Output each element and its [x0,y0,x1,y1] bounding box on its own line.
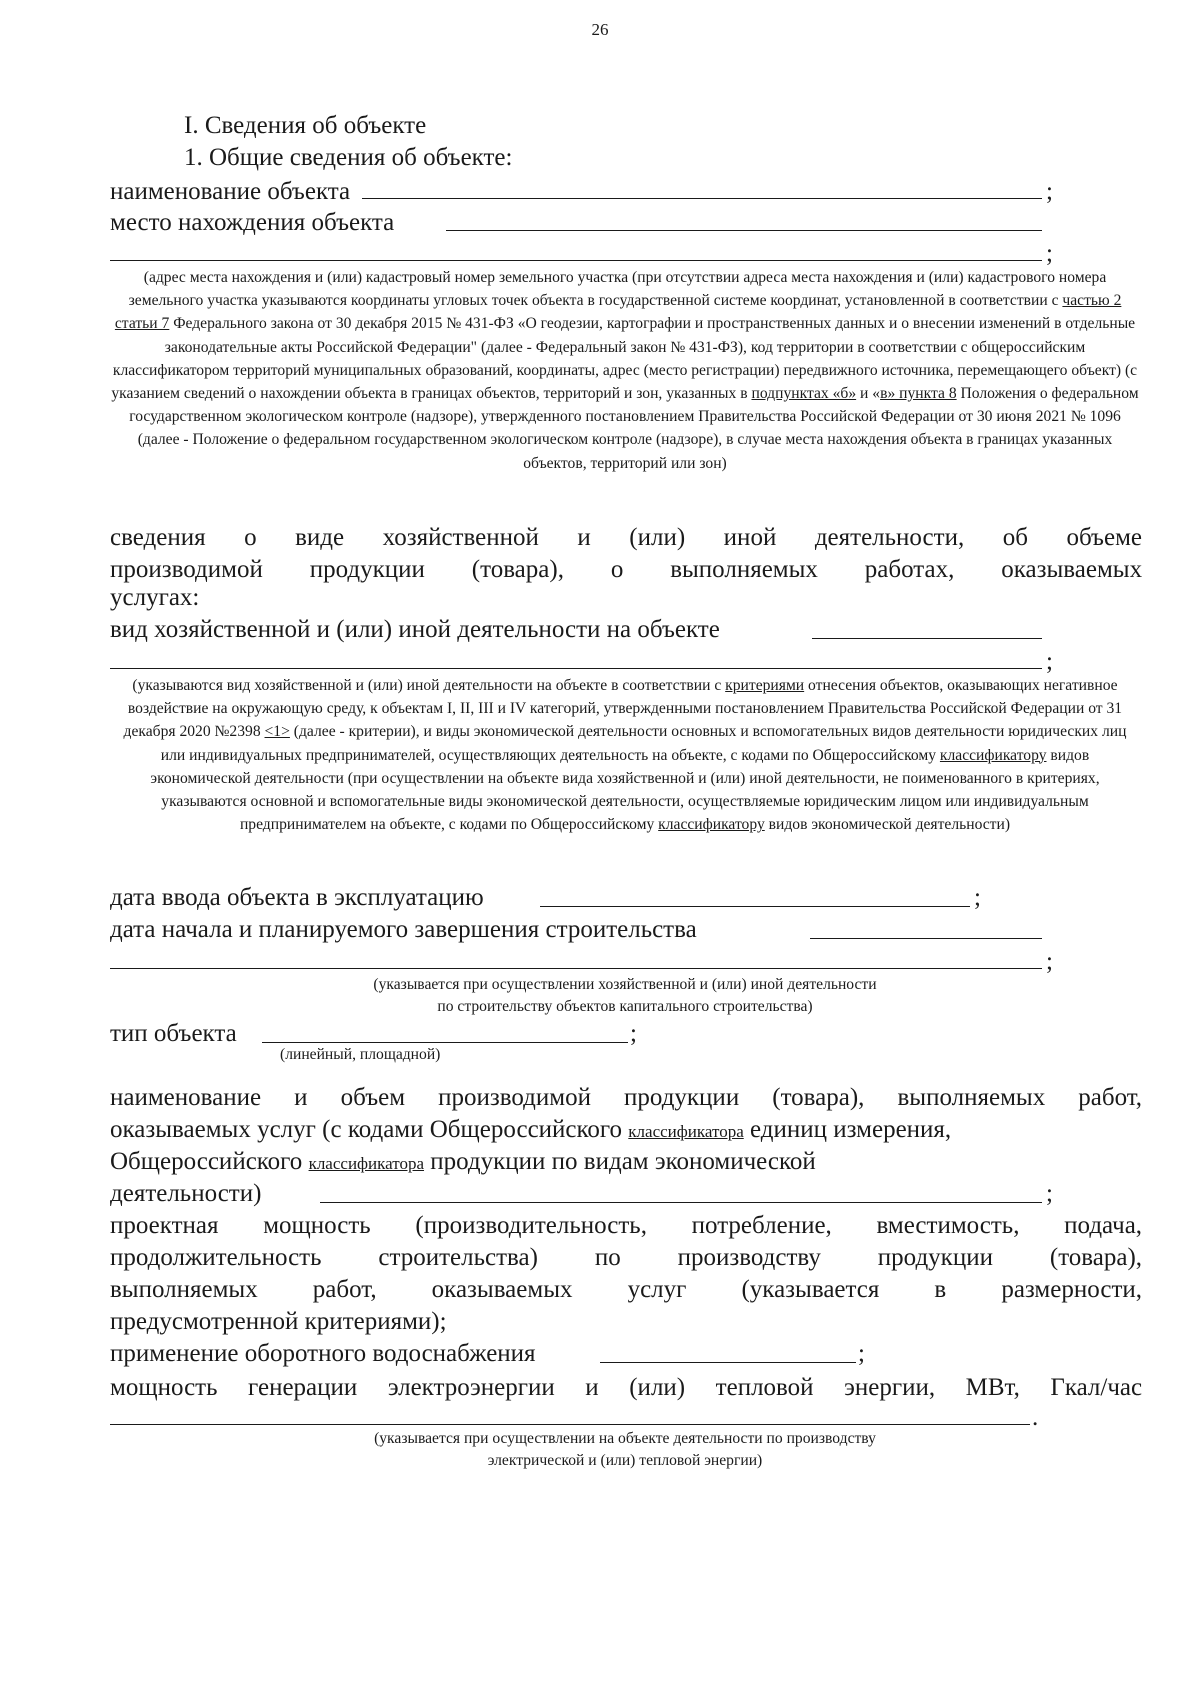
activity-info-line-3: услугах: [110,584,200,611]
power-field[interactable] [110,1424,1030,1425]
activity-info-line-2: производимой продукции (товара), о выполняемых работах, оказываемых [110,556,1143,583]
semicolon: ; [1046,948,1053,975]
location-note: (адрес места нахождения и (или) кадастровый номер земельного участка (при отсутствии адреса места нахождения и (или) кадастрового номера земельного участка указываются координаты угловых точек объекта в государственной системе координат, установленной в соответствии с частью 2 статьи 7 Федерального закона от 30 декабря 2015 № 431-ФЗ «О геодезии, картографии и пространственных данных и о внесении изменений в отдельные законодательные акты Российской Федерации" (далее - Федеральный закон № 431-ФЗ), код территории в соответствии с общероссийским классификатором территорий муниципальных образований, координаты, адрес (место регистрации) передвижного источника, перемещающего объект) (с указанием сведений о нахождении объекта в границах объектов, территорий и зон, указанных в подпунктах «б» и «в» пункта 8 Положения о федеральном государственном экологическом контроле (надзоре), утвержденного постановлением Правительства Российской Федерации от 30 июня 2021 № 1096 (далее - Положение о федеральном государственном экологическом контроле (надзоре), в случае места нахождения объекта в границах указанных объектов, территорий или зон) [111,269,1139,472]
activity-kind-field[interactable] [812,638,1042,639]
water-supply-field[interactable] [600,1362,856,1363]
capacity-line-1: проектная мощность (производительность, потребление, вместимость, подача, [110,1212,1143,1239]
construction-dates-field-2[interactable] [110,968,1042,969]
products-line-3: Общероссийского классификатора продукции по видам экономической [110,1148,816,1175]
semicolon: ; [1046,648,1053,675]
products-line-4: деятельности) [110,1180,262,1207]
capacity-line-4: предусмотренной критериями); [110,1308,447,1335]
activity-kind-label: вид хозяйственной и (или) иной деятельности на объекте [110,616,720,643]
construction-dates-label: дата начала и планируемого завершения строительства [110,916,697,943]
products-line-1: наименование и объем производимой продукции (товара), выполняемых работ, [110,1084,1143,1111]
period: . [1032,1404,1039,1431]
link-classifier-2[interactable]: классификатору [658,816,765,834]
capacity-line-2: продолжительность строительства) по производству продукции (товара), [110,1244,1143,1271]
link-paragraph-8[interactable]: в» пункта 8 [880,385,957,403]
link-unit-classifier[interactable]: классификатора [628,1122,744,1141]
object-name-label: наименование объекта [110,178,351,205]
semicolon: ; [1046,1180,1053,1207]
link-product-classifier[interactable]: классификатора [308,1154,425,1173]
page-number: 26 [591,20,609,39]
semicolon: ; [1046,178,1053,205]
activity-info-line-1: сведения о виде хозяйственной и (или) иной деятельности, об объеме [110,524,1142,551]
power-line: мощность генерации электроэнергии и (или) тепловой энергии, МВт, Гкал/час [110,1374,1143,1401]
products-field[interactable] [320,1202,1042,1203]
products-line-2: оказываемых услуг (с кодами Общероссийского классификатора единиц измерения, [110,1116,952,1143]
link-footnote-1[interactable]: <1> [264,723,290,741]
commission-date-field[interactable] [540,906,970,907]
capacity-line-3: выполняемых работ, оказываемых услуг (указывается в размерности, [110,1276,1142,1303]
link-part-2-article-7[interactable]: частью 2 статьи 7 [114,292,1122,333]
object-type-label: тип объекта [110,1020,237,1047]
power-note-line-2: электрической и (или) тепловой энергии) [487,1452,763,1469]
link-subparagraphs-b[interactable]: подпунктах «б» [751,385,857,403]
semicolon: ; [630,1020,637,1047]
section-title: I. Сведения об объекте [184,112,427,139]
semicolon: ; [974,884,981,911]
object-location-label: место нахождения объекта [110,209,395,236]
activity-note: (указываются вид хозяйственной и (или) иной деятельности на объекте в соответствии с критериями отнесения объектов, оказывающих негативное воздействие на окружающую среду, к объектам I, II, III и IV категорий, утвержденными постановлением Правительства Российской Федерации от 31 декабря 2020 №2398 <1> (далее - критерии), и виды экономической деятельности основных и вспомогательных видов деятельности юридических лиц или индивидуальных предпринимателей, осуществляющих деятельность на объекте, с кодами по Общероссийскому классификатору видов экономической деятельности (при осуществлении на объекте вида хозяйственной и (или) иной деятельности, не поименованного в критериях, указываются основной и вспомогательные виды экономической деятельности, осуществляемые юридическим лицом или индивидуальным предпринимателем на объекте, с кодами по Общероссийскому классификатору видов экономической деятельности) [123,677,1127,834]
water-supply-label: применение оборотного водоснабжения [110,1340,536,1367]
subsection-title: 1. Общие сведения об объекте: [184,144,513,171]
construction-dates-field[interactable] [810,938,1042,939]
construction-note-line-1: (указывается при осуществлении хозяйственной и (или) иной деятельности [373,976,877,993]
object-location-field[interactable] [446,230,1042,231]
link-criteria[interactable]: критериями [725,677,805,694]
semicolon: ; [858,1340,865,1367]
power-note-line-1: (указывается при осуществлении на объекте деятельности по производству [374,1430,876,1447]
object-type-field[interactable] [262,1042,628,1043]
activity-kind-field-2[interactable] [110,668,1042,669]
construction-note-line-2: по строительству объектов капитального строительства) [437,998,813,1015]
commission-date-label: дата ввода объекта в эксплуатацию [110,884,484,911]
object-name-field[interactable] [362,198,1042,199]
semicolon: ; [1046,240,1053,267]
object-location-field-2[interactable] [110,260,1042,261]
object-type-note: (линейный, площадной) [280,1046,441,1063]
link-classifier[interactable]: классификатору [939,746,1047,764]
